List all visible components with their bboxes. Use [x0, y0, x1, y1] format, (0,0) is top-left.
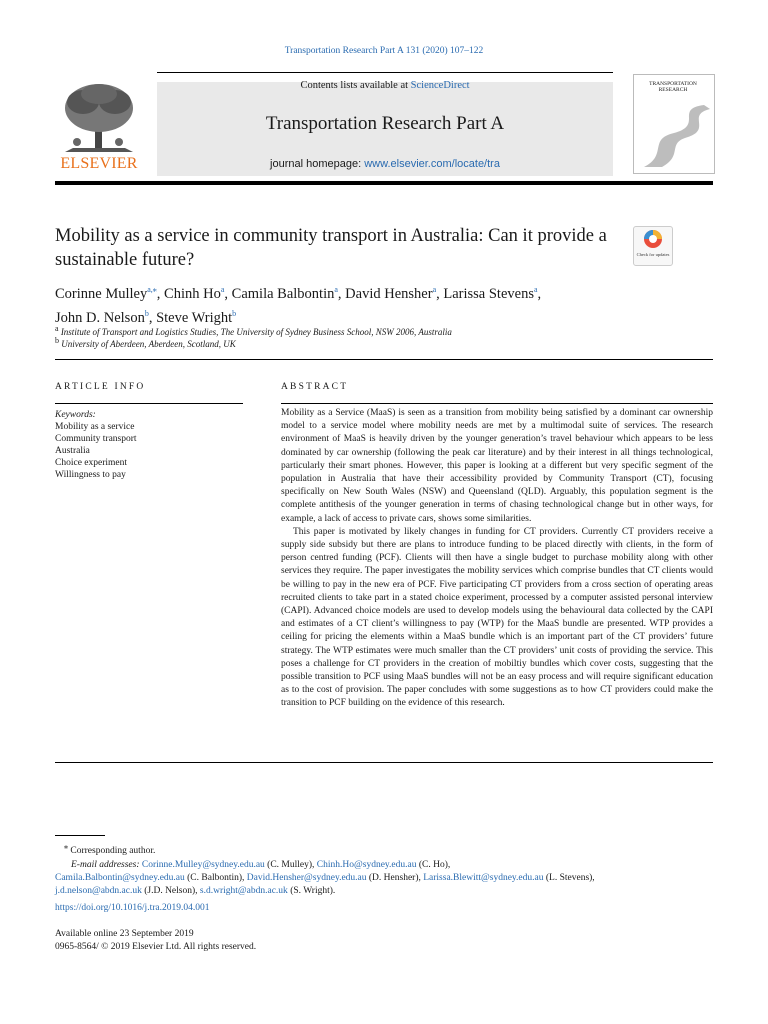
author[interactable]: Corinne Mulley$^{a,⁎}$ [55, 285, 157, 302]
divider [281, 403, 713, 404]
contents-prefix: Contents lists available at [300, 80, 411, 91]
cover-title: TRANSPORTATION RESEARCH [649, 81, 697, 93]
keyword: Mobility as a service [55, 422, 135, 432]
check-updates-icon [634, 227, 672, 253]
email-addresses: E-mail addresses: Corinne.Mulley@sydney.edu.au (C. Mulley), Chinh.Ho@sydney.edu.au (C. Ho), Camila.Balbontin@sydney.edu.au (C. Balbontin), David.Hensher@sydney.edu.au (D. Hensher), Larissa.Blewitt@sydney.edu.au (L. Stevens), j.d.nelson@abdn.ac.uk (J.D. Nelson), s.d.wright@abdn.ac.uk (S. Wright). [55, 859, 595, 897]
check-for-updates-button[interactable] [633, 226, 673, 266]
keyword: Choice experiment [55, 458, 128, 468]
check-updates-label: Check for updates [636, 252, 670, 257]
header-top-rule [157, 72, 613, 73]
footnotes [55, 840, 715, 899]
header-bottom-rule [55, 181, 713, 185]
doi-link[interactable]: https://doi.org/10.1016/j.tra.2019.04.001 [55, 903, 210, 913]
journal-homepage-line [157, 158, 613, 170]
author[interactable]: Chinh Ho$^a$ [164, 285, 225, 302]
journal-citation[interactable]: Transportation Research Part A 131 (2020) 107–122 [284, 46, 484, 56]
abstract-paragraph: Mobility as a Service (MaaS) is seen as a transition from mobility being satisfied by a dominant car ownership model to a service model where mobility needs are met by a multimodal suite of services. The research environment of MaaS is heavily driven by the younger generation’s travel behaviour which appears to be less dominated by car ownership (following the peak car literature) and by their interest in all things technological, particularly their smart phones. However, this paper is looking at a different but very specific segment of the population in Australia that have their accessibility provided by Community Transport (CT), focusing specifically on New South Wales (NSW) and Queensland (QLD). Arguably, this population segment is the complete antithesis of the younger generation in terms of chasing technological change but in other ways, for example, a lack of access to private cars, shows some similarities. [281, 408, 713, 524]
author[interactable]: Larissa Stevens$^a$ [443, 285, 538, 302]
publisher-wordmark: ELSEVIER [60, 155, 138, 172]
affiliation-b: $^b$ University of Aberdeen, Aberdeen, Scotland, UK [55, 336, 236, 349]
journal-homepage-link[interactable]: www.elsevier.com/locate/tra [364, 158, 500, 170]
divider [55, 762, 713, 763]
divider [55, 403, 243, 404]
keyword: Community transport [55, 434, 137, 444]
footnote-rule [55, 835, 105, 836]
article-title: Mobility as a service in community transport in Australia: Can it provide a sustainable future? [55, 226, 607, 270]
corresponding-author-note: ⁎ Corresponding author. [64, 842, 156, 857]
divider [55, 359, 713, 360]
sciencedirect-link[interactable]: ScienceDirect [410, 80, 470, 91]
email-link[interactable]: Corinne.Mulley@sydney.edu.au [141, 859, 265, 870]
abstract-heading: ABSTRACT [281, 382, 349, 392]
author[interactable]: Camila Balbontin$^a$ [231, 285, 338, 302]
keyword: Willingness to pay [55, 470, 126, 480]
email-link[interactable]: David.Hensher@sydney.edu.au [246, 872, 367, 883]
email-link[interactable]: j.d.nelson@abdn.ac.uk [55, 886, 142, 897]
copyright-notice: 0965-8564/ © 2019 Elsevier Ltd. All rights reserved. [55, 942, 257, 952]
email-link[interactable]: Larissa.Blewitt@sydney.edu.au [423, 872, 544, 883]
email-link[interactable]: Chinh.Ho@sydney.edu.au [316, 859, 417, 870]
homepage-prefix: journal homepage: [270, 158, 365, 170]
keyword: Australia [55, 446, 90, 456]
keywords-label: Keywords: [55, 410, 96, 420]
author[interactable]: Steve Wright$^b$ [156, 308, 237, 326]
author-list: Corinne Mulley$^{a,⁎}$, Chinh Ho$^a$, Camila Balbontin$^a$, David Hensher$^a$, Larissa Stevens$^a$, John D. Nelson$^b$, Steve Wright$^b$ [55, 285, 542, 326]
author[interactable]: John D. Nelson$^b$ [55, 308, 149, 326]
keywords-block [55, 409, 245, 481]
abstract-text [281, 407, 713, 711]
email-link[interactable]: s.d.wright@abdn.ac.uk [199, 886, 288, 897]
author[interactable]: David Hensher$^a$ [345, 285, 437, 302]
article-info-heading: ARTICLE INFO [55, 382, 146, 392]
contents-line [157, 80, 613, 91]
journal-title: Transportation Research Part A [265, 113, 505, 134]
available-online-date: Available online 23 September 2019 [55, 929, 194, 939]
abstract-paragraph: This paper is motivated by likely changes in funding for CT providers. Currently CT providers receive a supply side subsidy but there are plans to introduce funding to be placed directly with clients, in the form of person centred funding (PCF). Clients will then have a single budget to purchase mobility along with other services they require. The paper investigates the mobility services which comprise bundles that CT clients would be willing to pay in the new era of PCF. Five participating CT providers from a cross section of operating areas recruited clients to take part in a stated choice experiment, processed by a computer assisted personal interview (CAPI). Advanced choice models are used to develop models using the behavioural data collected by the CAPI and estimates of a CT client’s willingness to pay (WTP) for the MaaS bundle are presented. WTP provides a ceiling for pricing the elements within a MaaS bundle which is an important part of the CT providers’ future strategy. The WTP estimates were much smaller than the CT providers’ unit costs of providing the service. This poses a challenge for CT providers in the creation of mobiltiy bundles which cover costs, suggesting that the possible transition to PCF using MaaS bundles will not be an easy process and will require significant education as to the cost of provision. The paper concludes with some suggestions as to how CT providers could make the transition to PCF building on the evidence of this research. [281, 526, 713, 709]
affiliation-a: $^a$ Institute of Transport and Logistics Studies, The University of Sydney Business School, NSW 2006, Australia [55, 324, 452, 337]
email-link[interactable]: Camila.Balbontin@sydney.edu.au [55, 872, 185, 883]
